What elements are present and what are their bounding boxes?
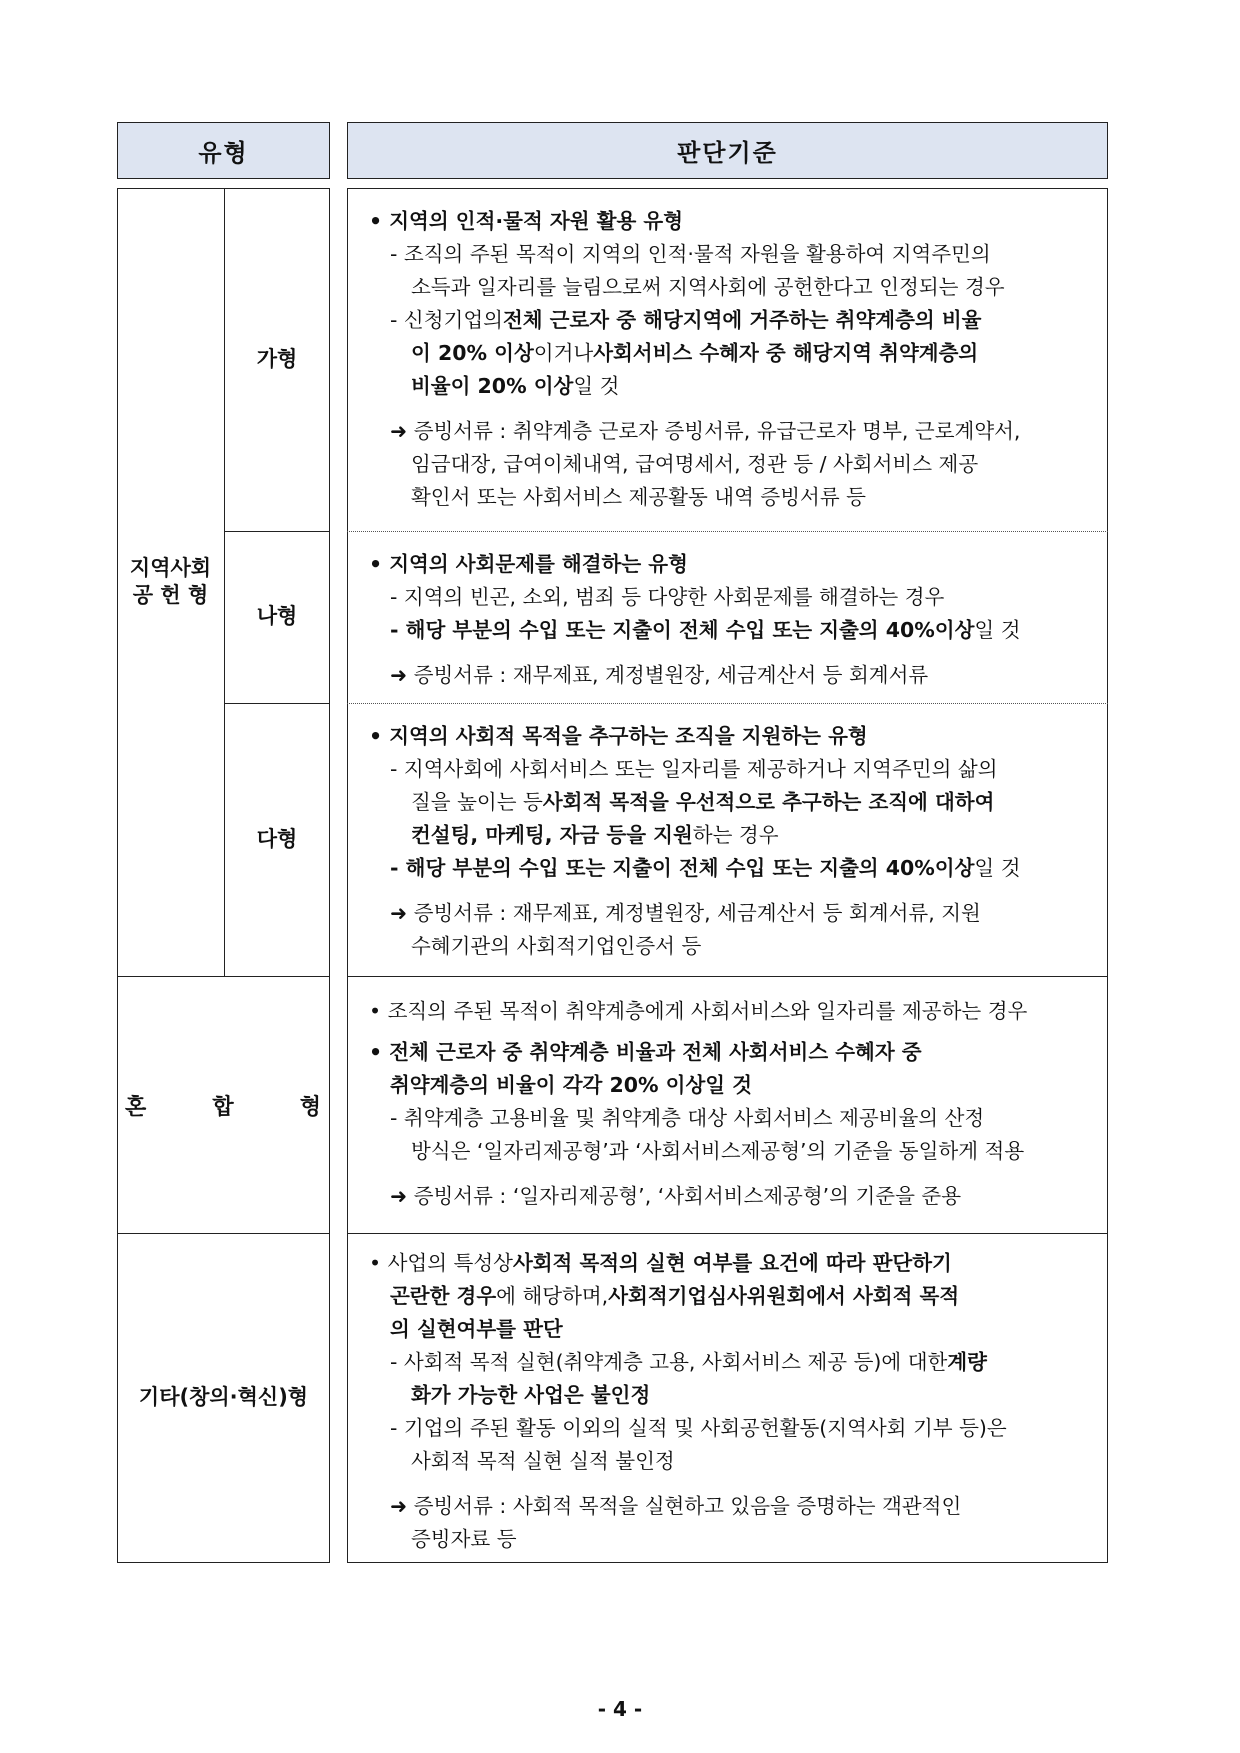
criteria-header [347,122,1108,179]
ga-criteria [366,205,1102,514]
ga-line-2: 소득과 일자리를 늘림으로써 지역사회에 공헌한다고 인정되는 경우 [411,275,1005,299]
ga-line-4-text: 이거나 [533,341,594,365]
hybrid-char-3: 형 [299,1095,321,1120]
hybrid-bullet-2-cont: 취약계층의 비율이 각각 20% 이상일 것 [390,1073,752,1097]
criteria-header-label: 판단기준 [677,139,778,167]
hybrid-line-1: - 취약계층 고용비율 및 취약계층 대상 사회서비스 제공비율의 산정 [390,1106,985,1130]
na-line-1: - 지역의 빈곤, 소외, 범죄 등 다양한 사회문제를 해결하는 경우 [390,585,945,609]
other-bullet-2-bold-a: 곤란한 경우 [390,1284,497,1308]
da-line-4 [366,852,1102,885]
ga-line-3-text: - 신청기업의 [390,308,503,332]
other-criteria [366,1247,1102,1556]
other-bullet-1 [366,1247,1102,1280]
hybrid-char-2: 합 [212,1095,234,1120]
ga-bullet: • 지역의 인적·물적 자원 활용 유형 [369,209,684,233]
da-line-4-bold: - 해당 부분의 수입 또는 지출이 전체 수입 또는 지출의 40%이상 [390,856,975,880]
type-na-label: 나형 [256,604,298,629]
regional-group-label: 지역사회 공 헌 형 [129,555,212,607]
hybrid-evidence-1: ➜ 증빙서류 : ‘일자리제공형’, ‘사회서비스제공형’의 기준을 준용 [390,1184,962,1208]
ga-line-3 [366,304,1102,337]
da-line-3 [366,819,1102,852]
criteria-regional-hybrid-divider [347,976,1108,977]
regional-hybrid-divider [117,976,330,977]
other-bullet-1-bold: 사회적 목적의 실현 여부를 요건에 따라 판단하기 [512,1251,952,1275]
ga-evidence-2: 임금대장, 급여이체내역, 급여명세서, 정관 등 / 사회서비스 제공 [411,452,979,476]
ga-line-3-bold: 전체 근로자 중 해당지역에 거주하는 취약계층의 비율 [502,308,982,332]
ga-evidence-1: ➜ 증빙서류 : 취약계층 근로자 증빙서류, 유급근로자 명부, 근로계약서, [390,419,1021,443]
other-line-4: 사회적 목적 실현 실적 불인정 [411,1449,675,1473]
other-bullet-3: 의 실현여부를 판단 [390,1317,563,1341]
da-bullet: • 지역의 사회적 목적을 추구하는 조직을 지원하는 유형 [369,724,868,748]
other-bullet-1-text: • 사업의 특성상 [369,1251,513,1275]
other-line-1-bold: 계량 [947,1350,987,1374]
type-header [117,122,330,179]
other-line-1 [366,1346,1102,1379]
da-criteria [366,720,1102,963]
na-da-dotted-divider [347,703,1108,704]
other-bullet-2-bold-b: 사회적기업심사위원회에서 사회적 목적 [608,1284,960,1308]
other-evidence-1: ➜ 증빙서류 : 사회적 목적을 실현하고 있음을 증명하는 객관적인 [390,1494,962,1518]
na-line-2-text: 일 것 [974,618,1021,642]
na-line-2 [366,614,1102,647]
ga-line-5-text: 일 것 [573,374,620,398]
na-line-2-bold: - 해당 부분의 수입 또는 지출이 전체 수입 또는 지출의 40%이상 [390,618,975,642]
da-evidence-2: 수혜기관의 사회적기업인증서 등 [411,934,702,958]
other-bullet-2 [366,1280,1102,1313]
ga-line-4 [366,337,1102,370]
da-evidence-1: ➜ 증빙서류 : 재무제표, 계정별원장, 세금계산서 등 회계서류, 지원 [390,901,981,925]
hybrid-line-2: 방식은 ‘일자리제공형’과 ‘사회서비스제공형’의 기준을 동일하게 적용 [411,1139,1025,1163]
ga-line-5 [366,370,1102,403]
hybrid-criteria [366,995,1102,1213]
type-da-label: 다형 [256,826,298,851]
na-evidence-1: ➜ 증빙서류 : 재무제표, 계정별원장, 세금계산서 등 회계서류 [390,663,929,687]
da-line-3-text: 하는 경우 [692,823,779,847]
ga-line-4-bold-a: 이 20% 이상 [411,341,534,365]
page-number: - 4 - [597,1697,643,1721]
ga-evidence-3: 확인서 또는 사회서비스 제공활동 내역 증빙서류 등 [411,485,866,509]
other-line-2: 화가 가능한 사업은 불인정 [411,1383,651,1407]
hybrid-bullet-2: • 전체 근로자 중 취약계층 비율과 전체 사회서비스 수혜자 중 [369,1040,922,1064]
da-line-4-text: 일 것 [974,856,1021,880]
hybrid-char-1: 혼 [125,1095,147,1120]
ga-line-4-bold-b: 사회서비스 수혜자 중 해당지역 취약계층의 [593,341,979,365]
other-type-label: 기타(창의·혁신)형 [138,1385,309,1410]
hybrid-bullet-1: • 조직의 주된 목적이 취약계층에게 사회서비스와 일자리를 제공하는 경우 [369,999,1028,1023]
da-line-1: - 지역사회에 사회서비스 또는 일자리를 제공하거나 지역주민의 삶의 [390,757,998,781]
other-bullet-2-text: 에 해당하며, [496,1284,609,1308]
da-line-2-text: 질을 높이는 등 [411,790,543,814]
da-line-2 [366,786,1102,819]
ga-na-dotted-divider [347,531,1108,532]
ga-line-1: - 조직의 주된 목적이 지역의 인적·물적 자원을 활용하여 지역주민의 [390,242,991,266]
criteria-hybrid-other-divider [347,1233,1108,1234]
other-evidence-2: 증빙자료 등 [411,1527,517,1551]
da-line-3-bold: 컨설팅, 마케팅, 자금 등을 지원 [411,823,693,847]
na-criteria [366,548,1102,692]
other-line-1-text: - 사회적 목적 실현(취약계층 고용, 사회서비스 제공 등)에 대한 [390,1350,948,1374]
ga-line-5-bold: 비율이 20% 이상 [411,374,574,398]
type-ga-label: 가형 [256,346,298,371]
type-header-label: 유형 [198,139,249,167]
na-bullet: • 지역의 사회문제를 해결하는 유형 [369,552,688,576]
hybrid-type-label [125,1090,321,1121]
da-line-2-bold: 사회적 목적을 우선적으로 추구하는 조직에 대하여 [542,790,995,814]
other-line-3: - 기업의 주된 활동 이외의 실적 및 사회공헌활동(지역사회 기부 등)은 [390,1416,1007,1440]
